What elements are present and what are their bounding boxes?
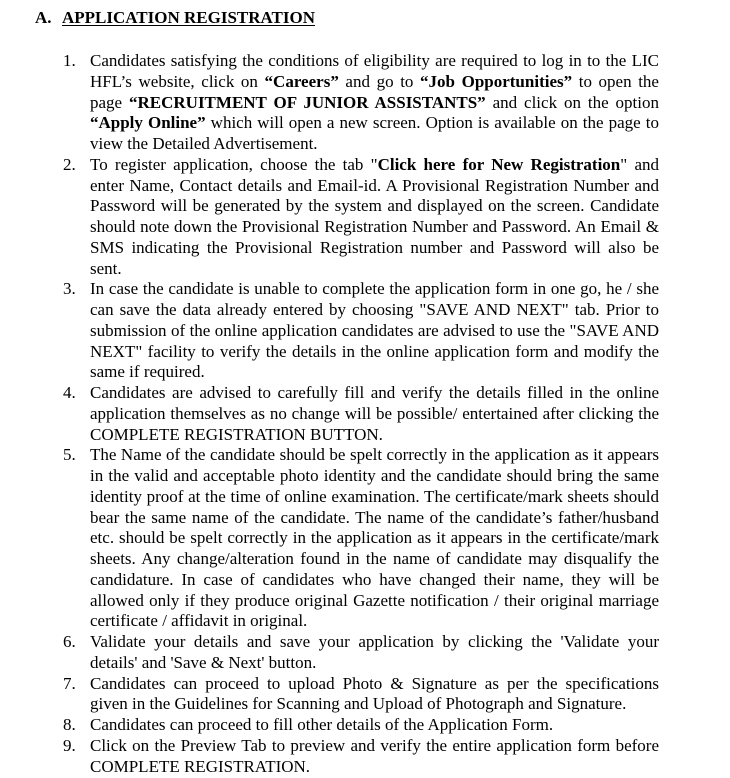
list-item-text (90, 51, 659, 153)
list-item-number: 2. (63, 154, 76, 174)
list-item (63, 51, 659, 155)
bold-text: “Careers” (264, 71, 339, 91)
list-item-text (90, 383, 659, 444)
text-run: In case the candidate is unable to complete the application form in one go, he / she can save the data already entered by choosing "SAVE AND NEXT" tab. Prior to submission of the online application candidates are advised to use the "SAVE AND NEXT" facility to verify the details in the online application form and modify the same if required. (90, 279, 659, 382)
text-run: " and enter Name, Contact details and Email-id. A Provisional Registration Number and Password will be generated by the system and displayed on the screen. Candidate should note down the Provisional Registration Number and Password. An Email & SMS indicating the Provisional Registration number and Password will also be sent. (90, 154, 659, 278)
list-item (63, 632, 659, 674)
instruction-list (0, 51, 659, 777)
list-item-text (90, 736, 659, 776)
bold-text: “Apply Online” (90, 113, 206, 133)
list-item-number: 4. (63, 383, 76, 402)
list-item (63, 673, 659, 716)
list-item-number: 9. (63, 735, 76, 755)
section-heading (35, 8, 315, 28)
section-title: APPLICATION REGISTRATION (62, 8, 315, 27)
list-item-text (90, 674, 659, 714)
text-run: and go to (338, 71, 421, 91)
text-run: Candidates can proceed to fill other details of the Application Form. (90, 715, 554, 734)
list-item-text (90, 632, 659, 672)
list-item (63, 279, 659, 383)
section-letter: A. (35, 8, 52, 27)
text-run: Candidates can proceed to upload Photo & Signature as per the specifications given in the Guidelines for Scanning and Upload of Photograph and Signature. (90, 673, 659, 714)
list-item-number: 6. (63, 632, 76, 651)
list-item (63, 715, 659, 736)
text-run: The Name of the candidate should be spelt correctly in the application as it appears in the valid and acceptable photo identity and the candidate should bring the same identity proof at the time of online examination. The certificate/mark sheets should bear the same name of the candidate. The name of the candidate’s father/husband etc. should be spelt correctly in the application as it appears in the certificate/mark sheets. Any change/alteration found in the name of candidate may disqualify the candidature. In case of candidates who have changed their name, they will be allowed only if they produce original Gazette notification / their original marriage certificate / affidavit in original. (90, 445, 659, 631)
text-run: Validate your details and save your application by clicking the 'Validate your details' and 'Save & Next' button. (90, 632, 659, 672)
list-item (63, 735, 659, 778)
list-item-text (90, 279, 659, 381)
list-item-text (90, 445, 659, 630)
text-run: To register application, choose the tab " (90, 154, 378, 174)
text-run: Candidates are advised to carefully fill and verify the details filled in the online application themselves as no change will be possible/ entertained after clicking the COMPLETE REGISTRATION BUTTON. (90, 383, 659, 444)
bold-text: Click here for New Registration (377, 154, 621, 174)
list-item-number: 5. (63, 445, 76, 465)
bold-text: “Job Opportunities” (420, 71, 573, 91)
list-item-number: 3. (63, 279, 76, 299)
list-item (63, 154, 659, 280)
text-run: and click on the option (485, 92, 659, 112)
list-item (63, 445, 659, 632)
list-item-number: 8. (63, 715, 76, 734)
text-run: which will open a new screen. Option is available on the page to view the Detailed Advertisement. (90, 113, 659, 153)
list-item-number: 1. (63, 51, 76, 70)
list-item (63, 383, 659, 445)
text-run: to open the page (90, 71, 659, 112)
bold-text: “RECRUITMENT OF JUNIOR ASSISTANTS” (129, 92, 486, 112)
text-run: Click on the Preview Tab to preview and verify the entire application form before COMPLETE REGISTRATION. (90, 735, 659, 776)
list-item-number: 7. (63, 673, 76, 693)
list-item-text (90, 155, 659, 278)
list-item-text (90, 715, 553, 734)
text-run: Candidates satisfying the conditions of eligibility are required to log in to the LIC HFL’s website, click on (90, 51, 659, 91)
